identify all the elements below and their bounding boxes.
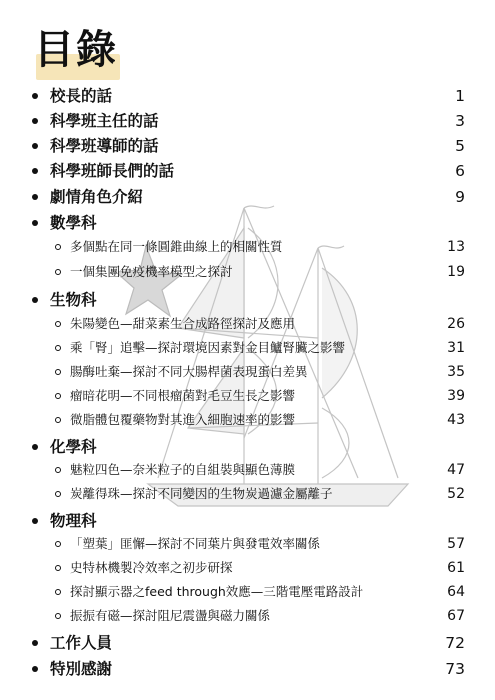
toc-entry-page-number: 43: [447, 412, 465, 428]
toc-entry-page-number: 31: [447, 340, 465, 356]
toc-entry-page-number: 5: [455, 137, 465, 155]
toc-entry-page-number: 57: [447, 536, 465, 552]
circle-bullet-icon: [55, 345, 61, 351]
toc-entry-page-number: 61: [447, 560, 465, 576]
toc-entry-title: 瘤暗花明—不同根瘤菌對毛豆生長之影響: [70, 388, 296, 403]
bullet-icon: [32, 93, 38, 99]
circle-bullet-icon: [55, 393, 61, 399]
toc-entry-title: 特別感謝: [50, 660, 113, 678]
bullet-icon: [32, 118, 38, 124]
bullet-icon: [32, 168, 38, 174]
toc-entry-page-number: 13: [447, 239, 465, 255]
toc-entry-page-number: 52: [447, 486, 465, 502]
toc-entry-title: 科學班主任的話: [50, 112, 159, 130]
bullet-icon: [32, 518, 38, 524]
toc-entry-title: 物理科: [50, 512, 97, 530]
toc-entry-page-number: 1: [455, 87, 465, 105]
toc-entry-page-number: 19: [447, 264, 465, 280]
circle-bullet-icon: [55, 321, 61, 327]
circle-bullet-icon: [55, 565, 61, 571]
toc-entry-page-number: 26: [447, 316, 465, 332]
toc-entry-title: 化學科: [50, 438, 97, 456]
circle-bullet-icon: [55, 613, 61, 619]
bullet-icon: [32, 194, 38, 200]
toc-entry-title: 多個點在同一條圓錐曲線上的相關性質: [70, 239, 283, 254]
circle-bullet-icon: [55, 589, 61, 595]
toc-entry-title: 魅粒四色—奈米粒子的自組裝與顯色薄膜: [70, 462, 296, 477]
toc-entry-page-number: 9: [455, 188, 465, 206]
toc-entry-page-number: 47: [447, 462, 465, 478]
toc-entry-page-number: 67: [447, 608, 465, 624]
toc-entry-title: 朱陽變色—甜菜素生合成路徑探討及應用: [70, 316, 296, 331]
bullet-icon: [32, 444, 38, 450]
toc-entry-title: 校長的話: [50, 87, 113, 105]
toc-entry-title: 科學班師長們的話: [50, 162, 175, 180]
circle-bullet-icon: [55, 491, 61, 497]
toc-entry-title: 史特林機製冷效率之初步研探: [70, 560, 233, 575]
toc-entry-page-number: 6: [455, 162, 465, 180]
toc-entry-title: 振振有磁—探討阻尼震盪與磁力關係: [70, 608, 271, 623]
bullet-icon: [32, 297, 38, 303]
bullet-icon: [32, 666, 38, 672]
circle-bullet-icon: [55, 244, 61, 250]
toc-entry-page-number: 3: [455, 112, 465, 130]
toc-entry-page-number: 72: [445, 634, 465, 652]
circle-bullet-icon: [55, 269, 61, 275]
toc-entry-title: 一個集團免疫機率模型之探討: [70, 264, 233, 279]
toc-entry-title: 劇情角色介紹: [50, 188, 144, 206]
toc-entry-title: 數學科: [50, 214, 97, 232]
circle-bullet-icon: [55, 467, 61, 473]
toc-entry-title: 工作人員: [50, 634, 113, 652]
toc-entry-title: 乘「腎」追擊—探討環境因素對金目鱸腎臟之影響: [70, 340, 346, 355]
toc-entry-page-number: 39: [447, 388, 465, 404]
toc-entry-title: 科學班導師的話: [50, 137, 159, 155]
bullet-icon: [32, 143, 38, 149]
toc-entry-title: 炭離得珠—探討不同變因的生物炭過濾金屬離子: [70, 486, 333, 501]
circle-bullet-icon: [55, 417, 61, 423]
toc-entry-title: 生物科: [50, 291, 97, 309]
toc-entry-title: 微脂體包覆藥物對其進入細胞速率的影響: [70, 412, 296, 427]
toc-entry-title: 「塑葉」匪懈—探討不同葉片與發電效率關係: [70, 536, 321, 551]
toc-entry-page-number: 73: [445, 660, 465, 678]
bullet-icon: [32, 220, 38, 226]
toc-entry-title: 腸酶吐棄—探討不同大腸桿菌表現蛋白差異: [70, 364, 308, 379]
circle-bullet-icon: [55, 369, 61, 375]
bullet-icon: [32, 640, 38, 646]
toc-entry-page-number: 64: [447, 584, 465, 600]
page-title: 目錄: [34, 27, 118, 73]
toc-entry-page-number: 35: [447, 364, 465, 380]
toc-entry-title: 探討顯示器之feed through效應—三階電壓電路設計: [70, 584, 364, 599]
circle-bullet-icon: [55, 541, 61, 547]
